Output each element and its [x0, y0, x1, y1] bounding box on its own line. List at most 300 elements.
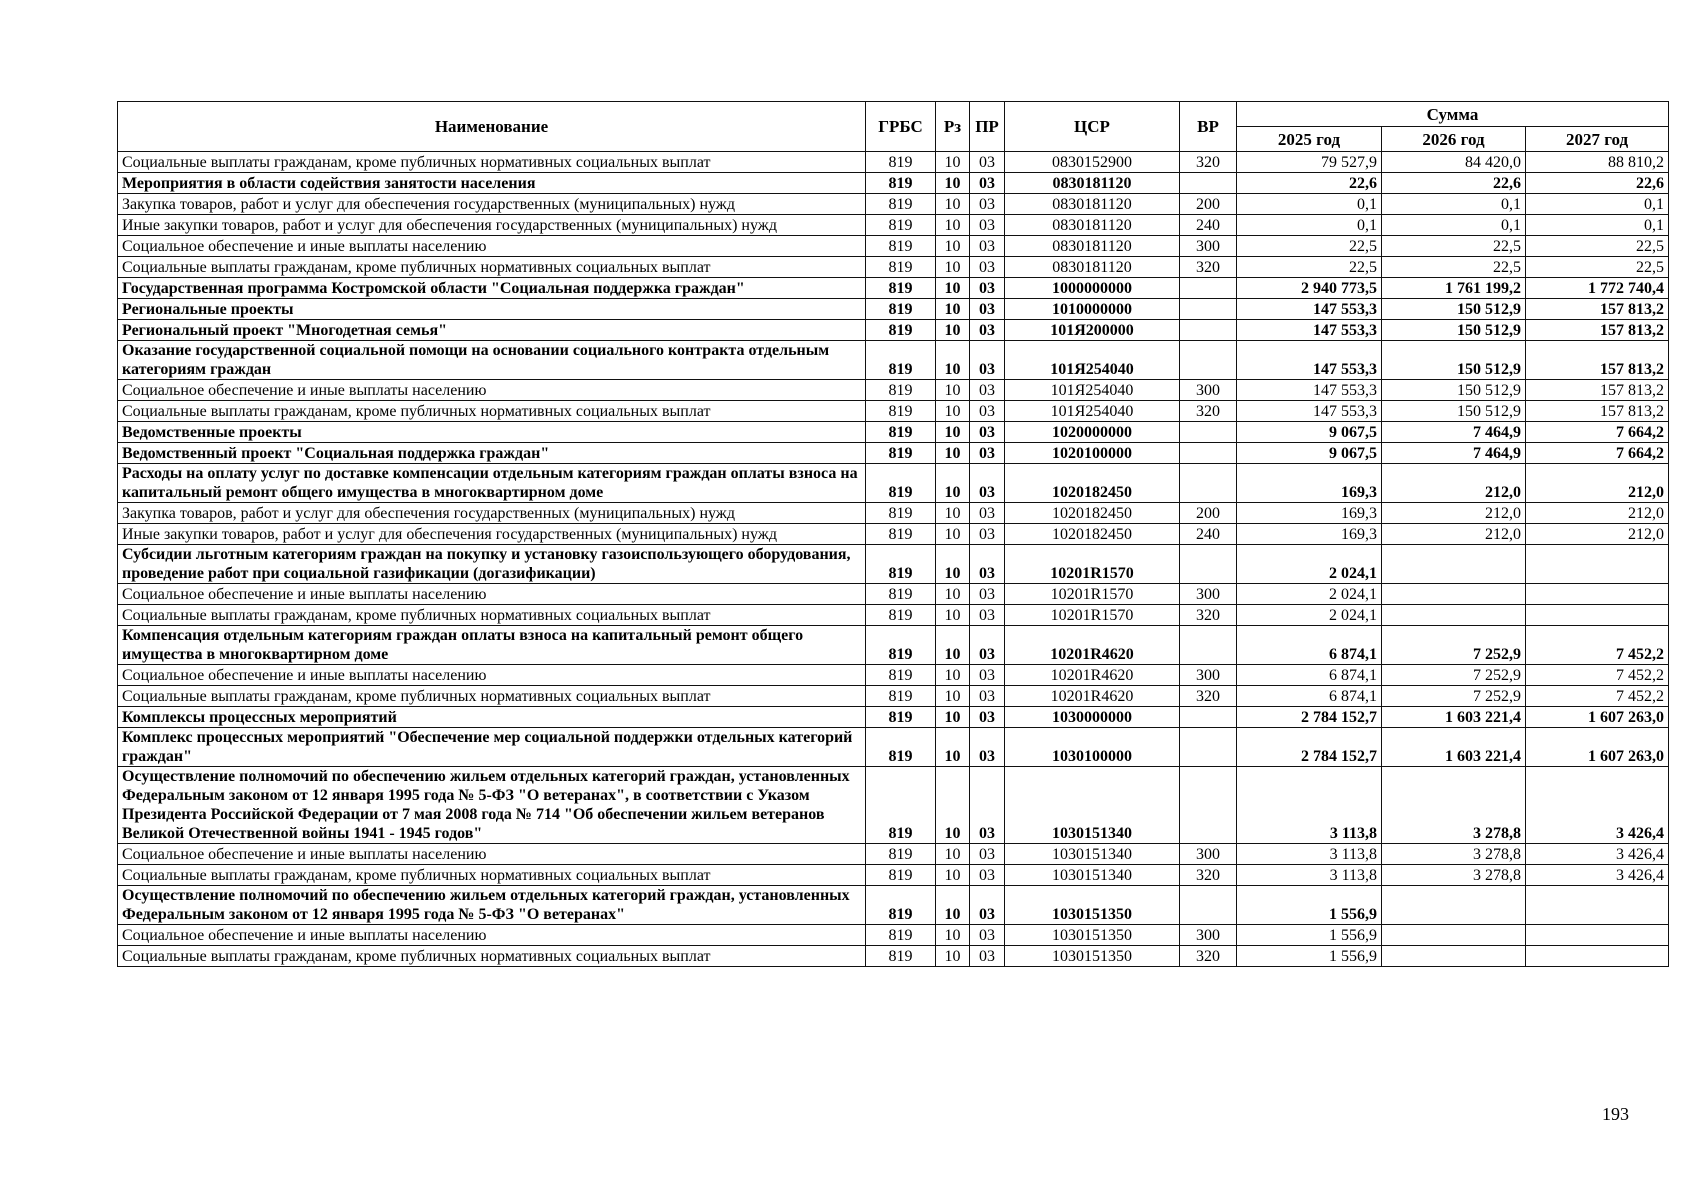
table-row: [118, 257, 1669, 278]
table-row: [118, 443, 1669, 464]
cell-vr: 300: [1180, 665, 1237, 686]
cell-csr: 1030100000: [1005, 728, 1180, 767]
cell-csr: 0830152900: [1005, 152, 1180, 173]
cell-grbs: 819: [866, 422, 936, 443]
cell-rz: 10: [936, 194, 970, 215]
cell-2027: [1526, 545, 1669, 584]
cell-2027: 157 813,2: [1526, 380, 1669, 401]
cell-2025: 1 556,9: [1237, 946, 1382, 967]
cell-rz: 10: [936, 215, 970, 236]
cell-2026: [1382, 584, 1526, 605]
cell-2026: 0,1: [1382, 215, 1526, 236]
cell-2026: 150 512,9: [1382, 299, 1526, 320]
table-row: [118, 707, 1669, 728]
cell-2026: 150 512,9: [1382, 401, 1526, 422]
table-row: [118, 503, 1669, 524]
table-body: [118, 152, 1669, 967]
cell-vr: [1180, 173, 1237, 194]
cell-grbs: 819: [866, 626, 936, 665]
cell-vr: [1180, 464, 1237, 503]
cell-2027: 1 607 263,0: [1526, 728, 1669, 767]
cell-grbs: 819: [866, 299, 936, 320]
header-vr: ВР: [1180, 102, 1237, 152]
cell-csr: 1010000000: [1005, 299, 1180, 320]
table-row: [118, 626, 1669, 665]
cell-rz: 10: [936, 584, 970, 605]
cell-vr: [1180, 320, 1237, 341]
cell-2025: 3 113,8: [1237, 767, 1382, 844]
cell-pr: 03: [970, 665, 1005, 686]
cell-grbs: 819: [866, 545, 936, 584]
cell-name: Социальные выплаты гражданам, кроме публичных нормативных социальных выплат: [118, 152, 866, 173]
cell-rz: 10: [936, 320, 970, 341]
cell-vr: [1180, 299, 1237, 320]
cell-pr: 03: [970, 173, 1005, 194]
table-row: [118, 422, 1669, 443]
cell-csr: 1030151350: [1005, 886, 1180, 925]
cell-2026: 3 278,8: [1382, 767, 1526, 844]
cell-pr: 03: [970, 380, 1005, 401]
cell-rz: 10: [936, 443, 970, 464]
cell-2025: 2 024,1: [1237, 545, 1382, 584]
cell-2026: [1382, 946, 1526, 967]
cell-name: Социальные выплаты гражданам, кроме публичных нормативных социальных выплат: [118, 686, 866, 707]
cell-name: Комплексы процессных мероприятий: [118, 707, 866, 728]
cell-name: Социальные выплаты гражданам, кроме публичных нормативных социальных выплат: [118, 946, 866, 967]
cell-grbs: 819: [866, 257, 936, 278]
cell-csr: 0830181120: [1005, 215, 1180, 236]
cell-csr: 1030151350: [1005, 925, 1180, 946]
cell-2026: 7 464,9: [1382, 443, 1526, 464]
cell-2027: 22,6: [1526, 173, 1669, 194]
cell-2025: 6 874,1: [1237, 665, 1382, 686]
cell-2025: 147 553,3: [1237, 299, 1382, 320]
cell-csr: 1020182450: [1005, 503, 1180, 524]
cell-pr: 03: [970, 545, 1005, 584]
cell-vr: [1180, 707, 1237, 728]
cell-2026: 212,0: [1382, 524, 1526, 545]
cell-csr: 0830181120: [1005, 236, 1180, 257]
cell-grbs: 819: [866, 707, 936, 728]
cell-pr: 03: [970, 194, 1005, 215]
header-year-2027: 2027 год: [1526, 127, 1669, 152]
cell-grbs: 819: [866, 605, 936, 626]
cell-name: Социальное обеспечение и иные выплаты населению: [118, 844, 866, 865]
cell-pr: 03: [970, 152, 1005, 173]
cell-2025: 6 874,1: [1237, 686, 1382, 707]
cell-csr: 101Я254040: [1005, 341, 1180, 380]
table-row: [118, 865, 1669, 886]
cell-vr: [1180, 728, 1237, 767]
cell-vr: 320: [1180, 401, 1237, 422]
cell-2026: 7 252,9: [1382, 626, 1526, 665]
cell-2027: 157 813,2: [1526, 299, 1669, 320]
cell-2025: 0,1: [1237, 215, 1382, 236]
table-row: [118, 524, 1669, 545]
cell-2025: 147 553,3: [1237, 401, 1382, 422]
budget-table: [117, 101, 1669, 967]
cell-grbs: 819: [866, 524, 936, 545]
cell-vr: 320: [1180, 865, 1237, 886]
cell-vr: 320: [1180, 605, 1237, 626]
header-year-2025: 2025 год: [1237, 127, 1382, 152]
cell-name: Закупка товаров, работ и услуг для обеспечения государственных (муниципальных) нужд: [118, 194, 866, 215]
header-name: Наименование: [118, 102, 866, 152]
cell-2025: 6 874,1: [1237, 626, 1382, 665]
cell-2027: 1 772 740,4: [1526, 278, 1669, 299]
cell-rz: 10: [936, 605, 970, 626]
table-row: [118, 341, 1669, 380]
cell-2027: 157 813,2: [1526, 320, 1669, 341]
cell-vr: [1180, 443, 1237, 464]
cell-rz: 10: [936, 728, 970, 767]
cell-csr: 1030151340: [1005, 767, 1180, 844]
table-row: [118, 767, 1669, 844]
cell-2026: 150 512,9: [1382, 380, 1526, 401]
cell-vr: 300: [1180, 380, 1237, 401]
cell-rz: 10: [936, 278, 970, 299]
cell-vr: 320: [1180, 946, 1237, 967]
cell-2025: 1 556,9: [1237, 886, 1382, 925]
cell-grbs: 819: [866, 464, 936, 503]
cell-2025: 2 024,1: [1237, 605, 1382, 626]
cell-vr: [1180, 767, 1237, 844]
table-row: [118, 401, 1669, 422]
cell-name: Расходы на оплату услуг по доставке компенсации отдельным категориям граждан оплаты взноса на капитальный ремонт общего имущества в многоквартирном доме: [118, 464, 866, 503]
table-row: [118, 844, 1669, 865]
cell-csr: 1030151340: [1005, 865, 1180, 886]
cell-rz: 10: [936, 946, 970, 967]
header-sum: Сумма: [1237, 102, 1669, 127]
cell-pr: 03: [970, 503, 1005, 524]
cell-2025: 147 553,3: [1237, 320, 1382, 341]
cell-pr: 03: [970, 886, 1005, 925]
cell-2025: 147 553,3: [1237, 380, 1382, 401]
cell-name: Социальные выплаты гражданам, кроме публичных нормативных социальных выплат: [118, 865, 866, 886]
table-row: [118, 886, 1669, 925]
cell-2026: 1 761 199,2: [1382, 278, 1526, 299]
cell-grbs: 819: [866, 341, 936, 380]
cell-pr: 03: [970, 443, 1005, 464]
cell-vr: [1180, 422, 1237, 443]
cell-2026: [1382, 605, 1526, 626]
cell-2026: 3 278,8: [1382, 844, 1526, 865]
table-row: [118, 686, 1669, 707]
cell-name: Закупка товаров, работ и услуг для обеспечения государственных (муниципальных) нужд: [118, 503, 866, 524]
cell-vr: 300: [1180, 844, 1237, 865]
cell-2026: 84 420,0: [1382, 152, 1526, 173]
table-row: [118, 152, 1669, 173]
table-header: [118, 102, 1669, 152]
cell-grbs: 819: [866, 844, 936, 865]
cell-2025: 2 784 152,7: [1237, 707, 1382, 728]
cell-2026: [1382, 886, 1526, 925]
cell-2027: 7 452,2: [1526, 686, 1669, 707]
cell-rz: 10: [936, 299, 970, 320]
cell-name: Комплекс процессных мероприятий "Обеспечение мер социальной поддержки отдельных категорий граждан": [118, 728, 866, 767]
table-row: [118, 605, 1669, 626]
cell-name: Социальное обеспечение и иные выплаты населению: [118, 665, 866, 686]
cell-2026: 7 464,9: [1382, 422, 1526, 443]
cell-rz: 10: [936, 545, 970, 584]
cell-vr: 320: [1180, 686, 1237, 707]
table-row: [118, 215, 1669, 236]
table-row: [118, 728, 1669, 767]
cell-csr: 1000000000: [1005, 278, 1180, 299]
cell-grbs: 819: [866, 503, 936, 524]
cell-grbs: 819: [866, 767, 936, 844]
cell-rz: 10: [936, 257, 970, 278]
cell-pr: 03: [970, 422, 1005, 443]
cell-grbs: 819: [866, 173, 936, 194]
cell-pr: 03: [970, 605, 1005, 626]
cell-rz: 10: [936, 173, 970, 194]
cell-rz: 10: [936, 626, 970, 665]
cell-name: Государственная программа Костромской области "Социальная поддержка граждан": [118, 278, 866, 299]
cell-2027: 212,0: [1526, 524, 1669, 545]
cell-vr: 240: [1180, 524, 1237, 545]
cell-2025: 9 067,5: [1237, 422, 1382, 443]
cell-2025: 22,6: [1237, 173, 1382, 194]
cell-name: Социальные выплаты гражданам, кроме публичных нормативных социальных выплат: [118, 401, 866, 422]
cell-pr: 03: [970, 946, 1005, 967]
cell-csr: 10201R4620: [1005, 626, 1180, 665]
cell-csr: 1020100000: [1005, 443, 1180, 464]
cell-2025: 79 527,9: [1237, 152, 1382, 173]
table-row: [118, 299, 1669, 320]
header-csr: ЦСР: [1005, 102, 1180, 152]
table-row: [118, 194, 1669, 215]
cell-csr: 1020182450: [1005, 464, 1180, 503]
cell-2026: 7 252,9: [1382, 665, 1526, 686]
cell-2025: 0,1: [1237, 194, 1382, 215]
cell-vr: [1180, 886, 1237, 925]
cell-csr: 101Я200000: [1005, 320, 1180, 341]
cell-2027: 1 607 263,0: [1526, 707, 1669, 728]
cell-pr: 03: [970, 767, 1005, 844]
cell-name: Социальное обеспечение и иные выплаты населению: [118, 584, 866, 605]
cell-rz: 10: [936, 686, 970, 707]
cell-2026: 22,6: [1382, 173, 1526, 194]
table-row: [118, 946, 1669, 967]
cell-name: Социальные выплаты гражданам, кроме публичных нормативных социальных выплат: [118, 257, 866, 278]
cell-rz: 10: [936, 422, 970, 443]
cell-rz: 10: [936, 152, 970, 173]
header-grbs: ГРБС: [866, 102, 936, 152]
cell-vr: 300: [1180, 925, 1237, 946]
header-pr: ПР: [970, 102, 1005, 152]
cell-2025: 9 067,5: [1237, 443, 1382, 464]
cell-grbs: 819: [866, 925, 936, 946]
cell-name: Социальное обеспечение и иные выплаты населению: [118, 380, 866, 401]
table-row: [118, 545, 1669, 584]
cell-2026: [1382, 545, 1526, 584]
cell-2027: 7 664,2: [1526, 422, 1669, 443]
cell-csr: 1030151350: [1005, 946, 1180, 967]
cell-name: Оказание государственной социальной помощи на основании социального контракта отдельным категориям граждан: [118, 341, 866, 380]
cell-rz: 10: [936, 665, 970, 686]
cell-2025: 2 940 773,5: [1237, 278, 1382, 299]
cell-pr: 03: [970, 925, 1005, 946]
cell-2026: 150 512,9: [1382, 320, 1526, 341]
cell-2025: 169,3: [1237, 503, 1382, 524]
cell-2027: 157 813,2: [1526, 401, 1669, 422]
cell-2025: 2 024,1: [1237, 584, 1382, 605]
cell-grbs: 819: [866, 865, 936, 886]
cell-vr: 300: [1180, 236, 1237, 257]
table-row: [118, 320, 1669, 341]
cell-2026: 7 252,9: [1382, 686, 1526, 707]
cell-name: Ведомственные проекты: [118, 422, 866, 443]
header-year-2026: 2026 год: [1382, 127, 1526, 152]
cell-grbs: 819: [866, 665, 936, 686]
cell-2027: 0,1: [1526, 194, 1669, 215]
cell-2026: 150 512,9: [1382, 341, 1526, 380]
table-row: [118, 665, 1669, 686]
cell-name: Мероприятия в области содействия занятости населения: [118, 173, 866, 194]
cell-grbs: 819: [866, 686, 936, 707]
cell-vr: [1180, 545, 1237, 584]
cell-pr: 03: [970, 707, 1005, 728]
cell-2025: 169,3: [1237, 524, 1382, 545]
cell-pr: 03: [970, 257, 1005, 278]
cell-grbs: 819: [866, 401, 936, 422]
cell-2027: 7 452,2: [1526, 626, 1669, 665]
cell-csr: 10201R4620: [1005, 665, 1180, 686]
cell-rz: 10: [936, 524, 970, 545]
cell-vr: [1180, 278, 1237, 299]
cell-2026: 212,0: [1382, 503, 1526, 524]
cell-2026: 0,1: [1382, 194, 1526, 215]
header-rz: Рз: [936, 102, 970, 152]
cell-rz: 10: [936, 236, 970, 257]
cell-2027: 0,1: [1526, 215, 1669, 236]
cell-name: Осуществление полномочий по обеспечению жильем отдельных категорий граждан, установленных Федеральным законом от 12 января 1995 года № 5-ФЗ "О ветеранах": [118, 886, 866, 925]
cell-name: Региональные проекты: [118, 299, 866, 320]
cell-rz: 10: [936, 380, 970, 401]
cell-name: Иные закупки товаров, работ и услуг для обеспечения государственных (муниципальных) нужд: [118, 524, 866, 545]
cell-pr: 03: [970, 215, 1005, 236]
cell-2026: 3 278,8: [1382, 865, 1526, 886]
cell-pr: 03: [970, 626, 1005, 665]
cell-csr: 1020182450: [1005, 524, 1180, 545]
cell-2027: [1526, 605, 1669, 626]
cell-2027: [1526, 584, 1669, 605]
cell-vr: [1180, 341, 1237, 380]
cell-grbs: 819: [866, 152, 936, 173]
cell-2027: 212,0: [1526, 503, 1669, 524]
cell-2025: 147 553,3: [1237, 341, 1382, 380]
cell-pr: 03: [970, 524, 1005, 545]
cell-rz: 10: [936, 844, 970, 865]
cell-2027: 22,5: [1526, 257, 1669, 278]
cell-grbs: 819: [866, 728, 936, 767]
cell-name: Социальное обеспечение и иные выплаты населению: [118, 236, 866, 257]
cell-grbs: 819: [866, 443, 936, 464]
cell-csr: 0830181120: [1005, 173, 1180, 194]
cell-csr: 0830181120: [1005, 194, 1180, 215]
cell-rz: 10: [936, 503, 970, 524]
cell-2027: 88 810,2: [1526, 152, 1669, 173]
cell-name: Осуществление полномочий по обеспечению жильем отдельных категорий граждан, установленных Федеральным законом от 12 января 1995 года № 5-ФЗ "О ветеранах", в соответствии с Указом Президента Российской Федерации от 7 мая 2008 года № 714 "Об обеспечении жильем ветеранов Великой Отечественной войны 1941 - 1945 годов": [118, 767, 866, 844]
table-row: [118, 464, 1669, 503]
cell-csr: 1030000000: [1005, 707, 1180, 728]
cell-csr: 1020000000: [1005, 422, 1180, 443]
cell-csr: 1030151340: [1005, 844, 1180, 865]
cell-grbs: 819: [866, 278, 936, 299]
cell-pr: 03: [970, 844, 1005, 865]
cell-rz: 10: [936, 886, 970, 925]
cell-pr: 03: [970, 686, 1005, 707]
cell-pr: 03: [970, 401, 1005, 422]
table-row: [118, 380, 1669, 401]
cell-grbs: 819: [866, 320, 936, 341]
cell-grbs: 819: [866, 215, 936, 236]
cell-vr: 240: [1180, 215, 1237, 236]
cell-pr: 03: [970, 299, 1005, 320]
cell-vr: 320: [1180, 257, 1237, 278]
cell-rz: 10: [936, 925, 970, 946]
cell-rz: 10: [936, 865, 970, 886]
cell-grbs: 819: [866, 236, 936, 257]
cell-2027: 3 426,4: [1526, 865, 1669, 886]
cell-csr: 10201R1570: [1005, 545, 1180, 584]
cell-2025: 3 113,8: [1237, 865, 1382, 886]
cell-2025: 169,3: [1237, 464, 1382, 503]
cell-2027: [1526, 946, 1669, 967]
cell-vr: 320: [1180, 152, 1237, 173]
cell-name: Социальное обеспечение и иные выплаты населению: [118, 925, 866, 946]
cell-grbs: 819: [866, 380, 936, 401]
cell-2025: 3 113,8: [1237, 844, 1382, 865]
cell-2027: 22,5: [1526, 236, 1669, 257]
cell-pr: 03: [970, 865, 1005, 886]
table-row: [118, 584, 1669, 605]
cell-grbs: 819: [866, 946, 936, 967]
cell-csr: 10201R4620: [1005, 686, 1180, 707]
cell-grbs: 819: [866, 886, 936, 925]
cell-name: Региональный проект "Многодетная семья": [118, 320, 866, 341]
cell-2025: 2 784 152,7: [1237, 728, 1382, 767]
cell-name: Субсидии льготным категориям граждан на покупку и установку газоиспользующего оборудования, проведение работ при социальной газификации (догазификации): [118, 545, 866, 584]
cell-rz: 10: [936, 341, 970, 380]
cell-2025: 22,5: [1237, 257, 1382, 278]
cell-2026: [1382, 925, 1526, 946]
cell-csr: 0830181120: [1005, 257, 1180, 278]
table-row: [118, 236, 1669, 257]
cell-name: Иные закупки товаров, работ и услуг для обеспечения государственных (муниципальных) нужд: [118, 215, 866, 236]
cell-grbs: 819: [866, 194, 936, 215]
table-row: [118, 925, 1669, 946]
cell-vr: [1180, 626, 1237, 665]
cell-name: Компенсация отдельным категориям граждан оплаты взноса на капитальный ремонт общего имущества в многоквартирном доме: [118, 626, 866, 665]
cell-2027: 7 664,2: [1526, 443, 1669, 464]
cell-rz: 10: [936, 767, 970, 844]
cell-2027: [1526, 886, 1669, 925]
cell-pr: 03: [970, 236, 1005, 257]
cell-rz: 10: [936, 401, 970, 422]
cell-vr: 200: [1180, 503, 1237, 524]
cell-vr: 300: [1180, 584, 1237, 605]
cell-2025: 1 556,9: [1237, 925, 1382, 946]
cell-rz: 10: [936, 464, 970, 503]
cell-vr: 200: [1180, 194, 1237, 215]
cell-2027: 157 813,2: [1526, 341, 1669, 380]
cell-2027: [1526, 925, 1669, 946]
cell-pr: 03: [970, 584, 1005, 605]
cell-pr: 03: [970, 341, 1005, 380]
cell-csr: 10201R1570: [1005, 605, 1180, 626]
